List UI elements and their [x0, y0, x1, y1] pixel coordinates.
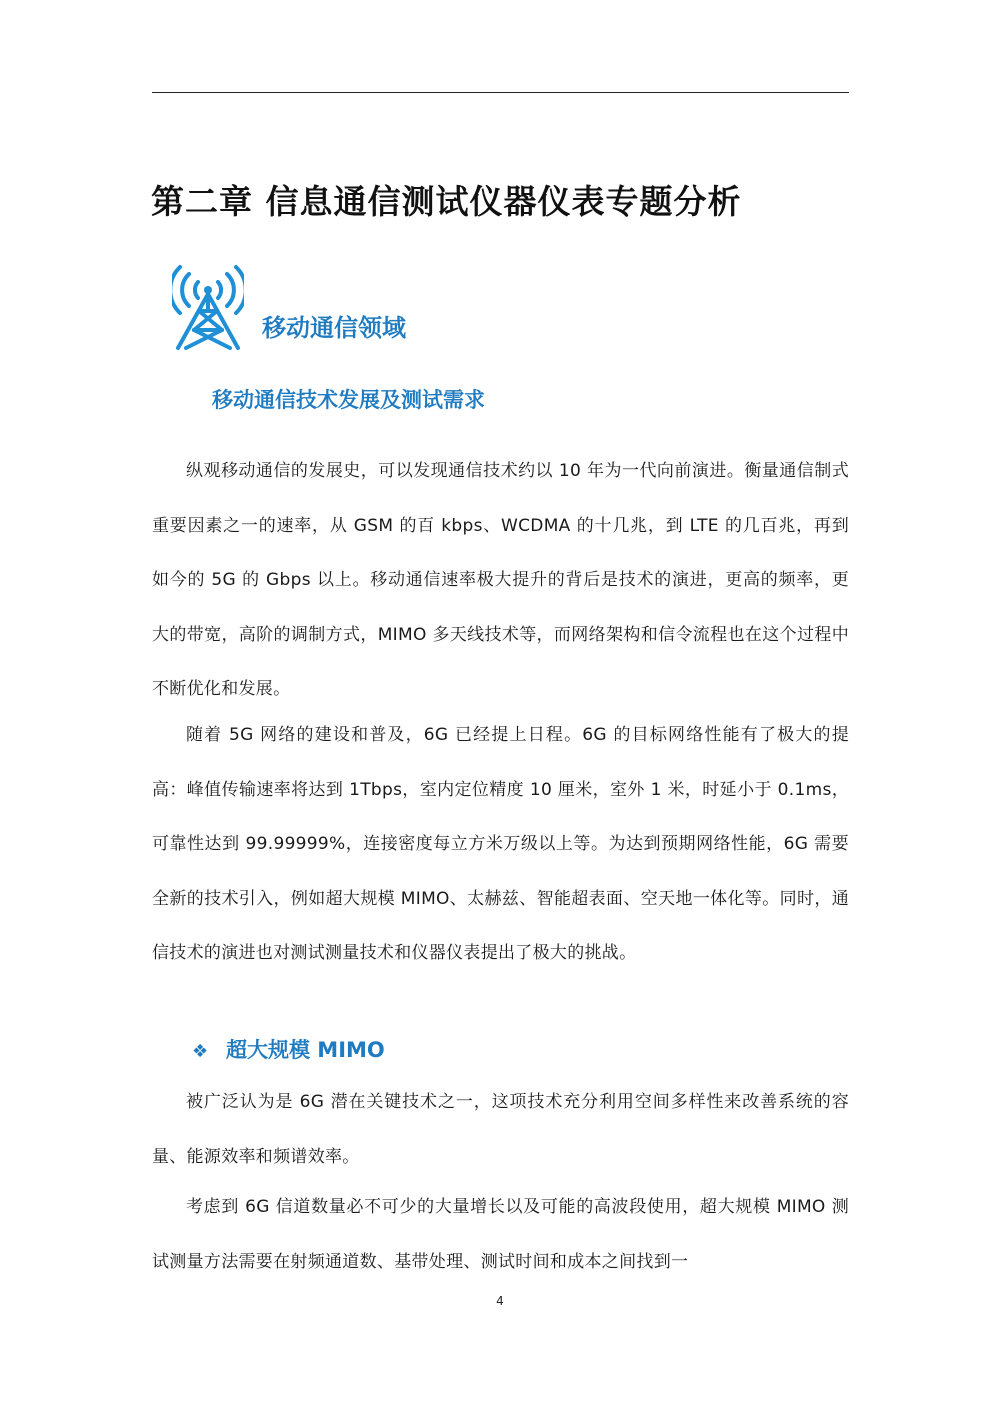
- bullet-heading-label: 超大规模 MIMO: [226, 1038, 385, 1062]
- chapter-title: 第二章 信息通信测试仪器仪表专题分析: [151, 182, 742, 221]
- bullet-paragraph-1: 被广泛认为是 6G 潜在关键技术之一，这项技术充分利用空间多样性来改善系统的容量、能源效率和频谱效率。: [152, 1092, 849, 1167]
- subsection-title: 移动通信技术发展及测试需求: [212, 388, 485, 412]
- bullet-paragraph-2: 考虑到 6G 信道数量必不可少的大量增长以及可能的高波段使用，超大规模 MIMO 测试测量方法需要在射频通道数、基带处理、测试时间和成本之间找到一: [152, 1197, 849, 1272]
- diamond-bullet-icon: ❖: [192, 1041, 209, 1062]
- page-number: 4: [496, 1294, 504, 1308]
- body-paragraph-1: 纵观移动通信的发展史，可以发现通信技术约以 10 年为一代向前演进。衡量通信制式重要因素之一的速率，从 GSM 的百 kbps、WCDMA 的十几兆，到 LTE 的几百兆，再到如今的 5G 的 Gbps 以上。移动通信速率极大提升的背后是技术的演进，更高的频率，更大的带宽，高阶的调制方式，MIMO 多天线技术等，而网络架构和信令流程也在这个过程中不断优化和发展。: [152, 461, 849, 699]
- section-title: 移动通信领域: [262, 314, 406, 342]
- bullet-heading: [192, 1034, 385, 1064]
- signal-tower-icon: [172, 264, 244, 352]
- body-paragraph-2: 随着 5G 网络的建设和普及，6G 已经提上日程。6G 的目标网络性能有了极大的提高：峰值传输速率将达到 1Tbps，室内定位精度 10 厘米，室外 1 米，时延小于 0.1ms，可靠性达到 99.99999%，连接密度每立方米万级以上等。为达到预期网络性能，6G 需要全新的技术引入，例如超大规模 MIMO、太赫兹、智能超表面、空天地一体化等。同时，通信技术的演进也对测试测量技术和仪器仪表提出了极大的挑战。: [152, 725, 849, 963]
- header-rule: [152, 92, 849, 93]
